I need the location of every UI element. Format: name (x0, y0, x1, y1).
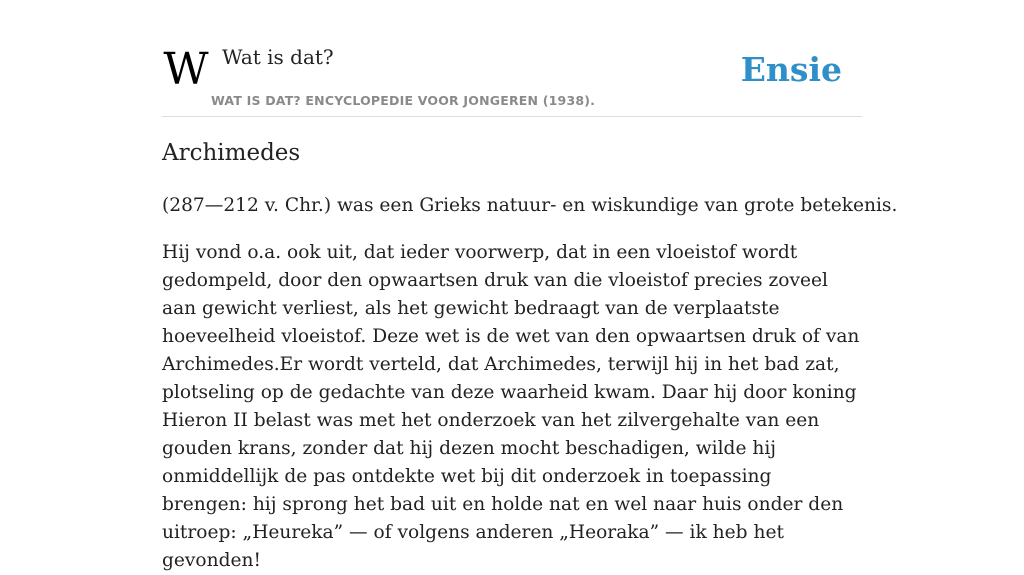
page-container (162, 0, 898, 571)
source-title[interactable]: Wat is dat? (222, 45, 334, 69)
svg-text:W: W (163, 44, 209, 95)
wikipedia-w-icon[interactable] (163, 44, 209, 95)
article-paragraph-2: Hij vond o.a. ook uit, dat ieder voorwerp, dat in een vloeistof wordt gedompeld, door den opwaartsen druk van die vloeistof precies zoveel aan gewicht verliest, als het gewicht bedraagt van de verplaatste hoeveelheid vloeistof. Deze wet is de wet van den opwaartsen druk of van Archimedes.Er wordt verteld, dat Archimedes, terwijl hij in het bad zat, plotseling op de gedachte van deze waarheid kwam. Daar hij door koning Hieron II belast was met het onderzoek van het zilvergehalte van een gouden krans, zonder dat hij dezen mocht beschadigen, wilde hij onmiddellijk de pas ontdekte wet bij dit onderzoek in toepassing brengen: hij sprong het bad uit en holde nat en wel naar huis onder den uitroep: „Heureka” — of volgens anderen „Heoraka” — ik heb het gevonden! (162, 242, 860, 571)
source-subtitle: WAT IS DAT? ENCYCLOPEDIE VOOR JONGEREN (1938). (211, 93, 596, 108)
article-paragraph-1: (287—212 v. Chr.) was een Grieks natuur- en wiskundige van grote betekenis. (162, 195, 898, 216)
article-title: Archimedes (162, 140, 301, 166)
source-header (162, 0, 862, 117)
brand-logo-link[interactable]: Ensie (740, 50, 842, 89)
